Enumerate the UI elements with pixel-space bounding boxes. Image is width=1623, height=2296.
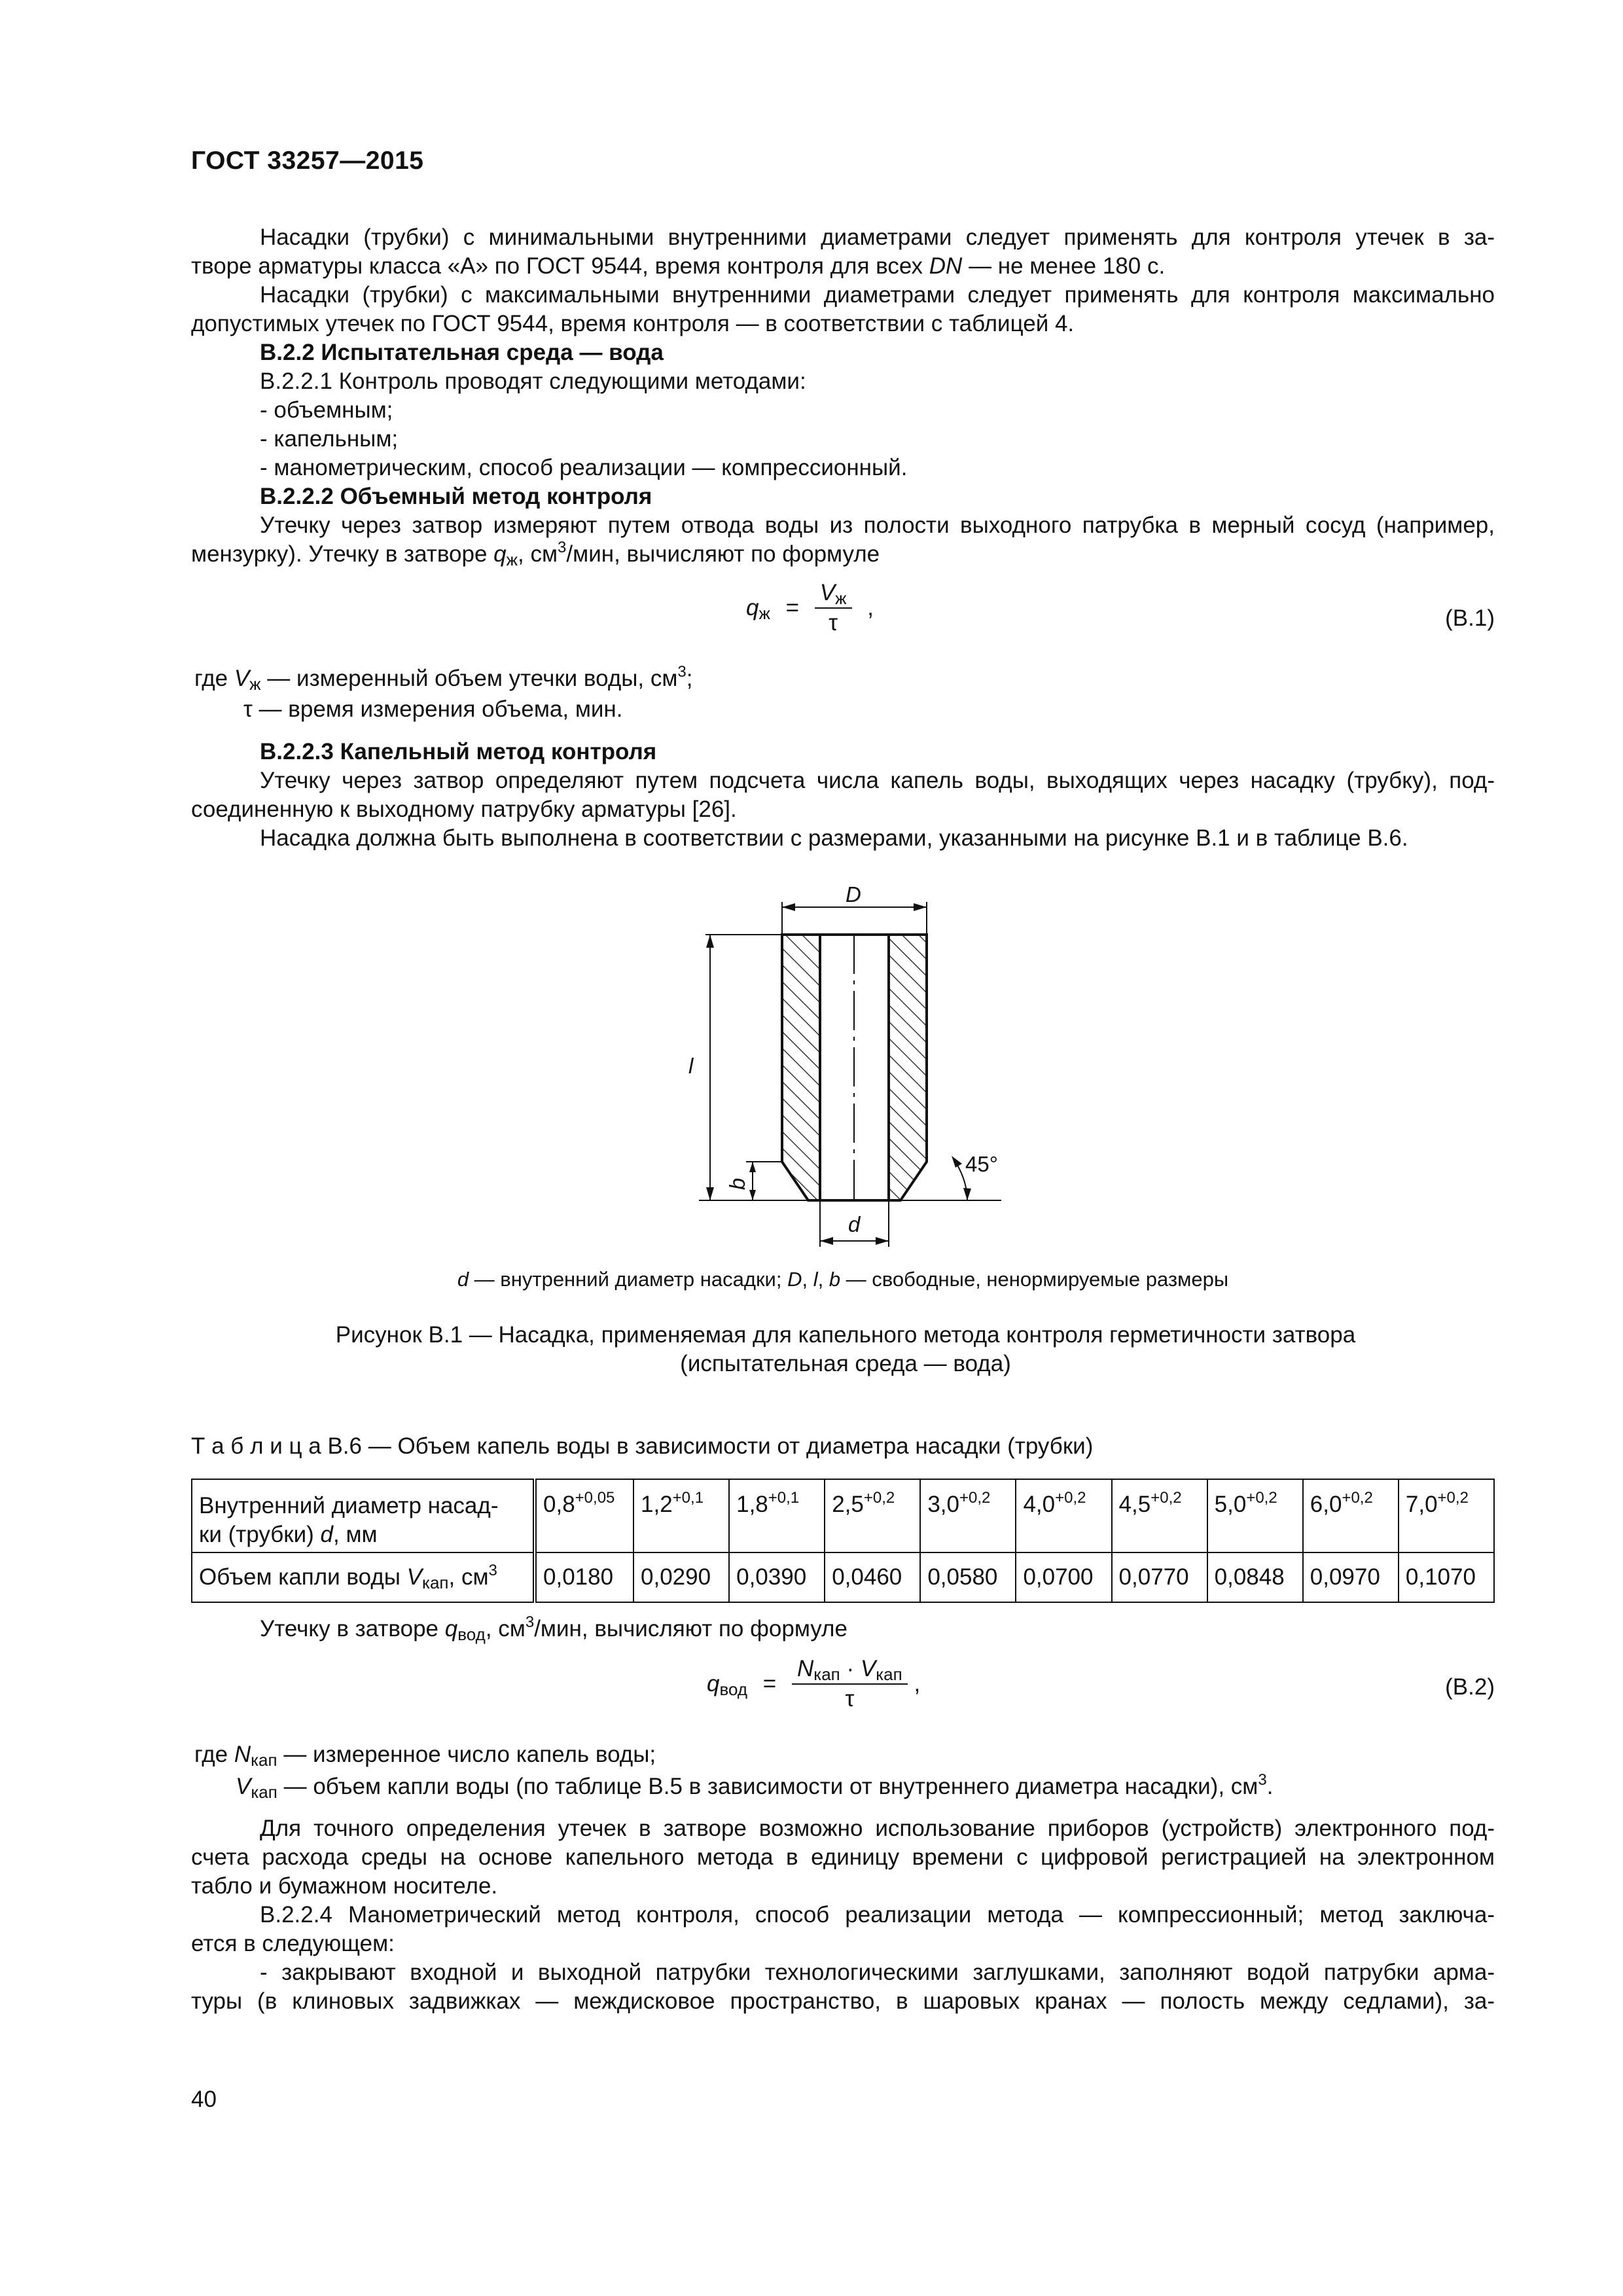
dash: — — [277, 1774, 313, 1799]
subscript: кап — [422, 1573, 449, 1592]
para2-line2: допустимых утечек по ГОСТ 9544, время контроля — в соответствии с таблицей 4. — [191, 311, 1075, 336]
right-wall-section — [889, 935, 927, 1200]
superscript: 3 — [677, 663, 687, 681]
numerator — [792, 1655, 908, 1685]
text: 5,0 — [1214, 1492, 1247, 1517]
where2-row1 — [194, 1740, 656, 1769]
dim-d-arrow-left — [820, 1237, 833, 1245]
dim-l-arrow-top — [706, 935, 714, 948]
table-cell — [1207, 1479, 1303, 1552]
text: /мин, вычисляют по формуле — [534, 1616, 847, 1641]
drip-line3: Насадка должна быть выполнена в соответствии с размерами, указанными на рисунке В.1 и в таблице В.6. — [260, 825, 1408, 851]
row-header-volume — [192, 1552, 535, 1602]
subscript: кап — [251, 1750, 277, 1770]
d-symbol: d — [457, 1268, 469, 1291]
b-symbol: b — [829, 1268, 841, 1291]
text: Т а б л и ц а — [191, 1433, 321, 1459]
dash: — — [277, 1742, 313, 1767]
where2-row2 — [236, 1772, 1273, 1801]
equation-number-b2: (В.2) — [1445, 1674, 1495, 1700]
nozzle-drawing — [654, 870, 1021, 1270]
table-cell — [729, 1479, 825, 1552]
q-symbol: q — [707, 1671, 720, 1696]
text: где — [194, 1742, 234, 1767]
list-item-drip: - капельным; — [260, 426, 399, 452]
section-b223-title: В.2.2.3 Капельный метод контроля — [260, 739, 657, 764]
table-cell — [535, 1479, 633, 1552]
tolerance: +0,1 — [672, 1489, 704, 1507]
para1-line1: Насадки (трубки) с минимальными внутренними диаметрами следует применять для контроля утечек в за- — [260, 224, 1495, 250]
equals-sign: = — [785, 595, 800, 620]
formula-lhs — [746, 595, 770, 623]
subscript: ж — [758, 603, 770, 623]
text: 6,0 — [1310, 1492, 1342, 1517]
subscript: кап — [251, 1782, 277, 1802]
tolerance: +0,2 — [863, 1489, 895, 1507]
text: творе арматуры класса «А» по ГОСТ 9544, время контроля для всех — [191, 253, 929, 279]
table-cell: 0,1070 — [1399, 1552, 1494, 1602]
superscript: 3 — [558, 539, 567, 556]
subscript: вод — [719, 1679, 748, 1699]
text: /мин, вычисляют по формуле — [566, 541, 880, 567]
drip-line2: соединенную к выходному патрубку арматуры [26]. — [191, 797, 737, 822]
text: 2,5 — [832, 1492, 864, 1517]
dn-symbol: DN — [929, 253, 963, 279]
text: объем капли воды (по таблице В.5 в зависимости от внутреннего диаметра насадки), см — [313, 1774, 1258, 1799]
dash: — — [252, 696, 289, 722]
v-symbol: V — [236, 1774, 251, 1799]
table-cell: 0,0848 — [1207, 1552, 1303, 1602]
row-header-diameter — [192, 1479, 535, 1552]
angle-arrow-top — [952, 1156, 962, 1168]
label-l: l — [688, 1054, 694, 1078]
table-cell — [1112, 1479, 1207, 1552]
comma: , — [914, 1671, 921, 1696]
table-cell — [633, 1479, 729, 1552]
list-item-volumetric: - объемным; — [260, 397, 393, 423]
label-angle: 45° — [965, 1152, 998, 1176]
superscript: 3 — [1258, 1771, 1267, 1789]
text: В.6 — Объем капель воды в зависимости от диаметра насадки (трубки) — [321, 1433, 1094, 1459]
label-b: b — [725, 1177, 750, 1191]
dim-D-arrow-left — [782, 903, 795, 911]
q-symbol: q — [493, 541, 507, 567]
q-symbol: q — [444, 1616, 458, 1641]
text: — не менее 180 с. — [962, 253, 1166, 279]
numerator — [815, 579, 852, 609]
dim-D-arrow-right — [914, 903, 927, 911]
para2-line1: Насадки (трубки) с максимальными внутренними диаметрами следует применять для контроля максимально — [260, 282, 1495, 308]
table-cell — [825, 1479, 920, 1552]
denominator: τ — [845, 1686, 855, 1712]
text: измеренное число капель воды; — [313, 1742, 656, 1767]
comma: , — [867, 595, 874, 620]
text: — внутренний диаметр насадки; — [469, 1268, 788, 1291]
v-symbol: V — [234, 666, 250, 691]
superscript: 3 — [525, 1613, 535, 1631]
formula-b1 — [746, 579, 874, 637]
fraction — [815, 579, 852, 637]
table-cell: 0,0970 — [1303, 1552, 1399, 1602]
tail-p3-line2: туры (в клиновых задвижках — междисковое пространство, в шаровых кранах — полость между седлами), за- — [191, 1988, 1495, 2014]
section-b222-title: В.2.2.2 Объемный метод контроля — [260, 484, 652, 509]
n-symbol: N — [796, 1656, 814, 1681]
tolerance: +0,2 — [1150, 1489, 1182, 1507]
text: 7,0 — [1405, 1492, 1438, 1517]
tolerance: +0,2 — [1342, 1489, 1373, 1507]
label-D: D — [846, 882, 861, 906]
table-cell: 0,0390 — [729, 1552, 825, 1602]
table-cell: 0,0770 — [1112, 1552, 1207, 1602]
b221-text: В.2.2.1 Контроль проводят следующими методами: — [260, 368, 806, 394]
tolerance: +0,2 — [1246, 1489, 1277, 1507]
drop-volume-table — [191, 1479, 1495, 1603]
superscript: 3 — [488, 1562, 497, 1579]
text: где — [194, 666, 234, 691]
subscript: вод — [457, 1624, 486, 1644]
table-cell: 0,0290 — [633, 1552, 729, 1602]
tolerance: +0,05 — [575, 1489, 615, 1507]
table-title — [191, 1432, 1093, 1461]
tail-p1-line1: Для точного определения утечек в затворе возможно использование приборов (устройств) электронного под- — [260, 1816, 1495, 1841]
text: мензурку). Утечку в затворе — [191, 541, 494, 567]
equals-sign: = — [762, 1671, 777, 1696]
document-header: ГОСТ 33257—2015 — [191, 147, 424, 175]
table-cell — [1303, 1479, 1399, 1552]
tail-p1-line2: счета расхода среды на основе капельного метода в единицу времени с цифровой регистрацией на электронном — [191, 1844, 1495, 1870]
tau-symbol: τ — [243, 696, 253, 722]
text: 1,2 — [641, 1492, 673, 1517]
text: , см — [448, 1564, 489, 1590]
d-symbol: d — [320, 1522, 333, 1547]
where1-row2 — [243, 695, 623, 724]
section-b22-title: В.2.2 Испытательная среда — вода — [260, 340, 664, 365]
label-d: d — [848, 1212, 861, 1236]
after-table-line — [260, 1615, 1495, 1643]
text: 4,5 — [1118, 1492, 1151, 1517]
text: — свободные, ненормируемые размеры — [840, 1268, 1229, 1291]
text: 0,8 — [543, 1492, 575, 1517]
subscript: кап — [876, 1664, 902, 1684]
subscript: ж — [249, 674, 261, 694]
dash: — — [260, 666, 297, 691]
subscript: ж — [835, 588, 847, 608]
tolerance: +0,2 — [1055, 1489, 1086, 1507]
text: 4,0 — [1023, 1492, 1056, 1517]
text: , — [817, 1268, 829, 1291]
v-symbol: V — [406, 1564, 422, 1590]
figure-legend — [191, 1268, 1495, 1291]
text: , мм — [333, 1522, 378, 1547]
fraction — [792, 1655, 908, 1713]
figure-caption-line1: Рисунок В.1 — Насадка, применяемая для капельного метода контроля герметичности затвора — [335, 1322, 1356, 1348]
text: , см — [518, 541, 558, 567]
subscript: кап — [813, 1664, 840, 1684]
text: 1,8 — [736, 1492, 768, 1517]
angle-arrow — [963, 1188, 971, 1200]
table-row — [192, 1479, 1494, 1552]
text: , — [802, 1268, 813, 1291]
formula-lhs — [707, 1671, 748, 1699]
n-symbol: N — [234, 1742, 251, 1767]
text: . — [1266, 1774, 1274, 1799]
q-symbol: q — [746, 595, 759, 620]
para3-line1: Утечку через затвор измеряют путем отвода воды из полости выходного патрубка в мерный сосуд (например, — [260, 512, 1495, 538]
table-cell: 0,0700 — [1016, 1552, 1111, 1602]
text: ки (трубки) — [199, 1522, 321, 1547]
left-wall-section — [782, 935, 820, 1200]
text: Утечку в затворе — [260, 1616, 445, 1641]
tail-p3-line1: - закрывают входной и выходной патрубки технологическими заглушками, заполняют водой патрубки арма- — [260, 1960, 1495, 1985]
table-cell — [920, 1479, 1016, 1552]
text: время измерения объема, мин. — [288, 696, 623, 722]
D-symbol: D — [787, 1268, 802, 1291]
table-cell — [1016, 1479, 1111, 1552]
tolerance: +0,2 — [1437, 1489, 1469, 1507]
subscript: ж — [506, 550, 518, 569]
equation-number-b1: (В.1) — [1445, 605, 1495, 631]
figure-caption-line2: (испытательная среда — вода) — [680, 1351, 1011, 1376]
dim-b-arrow-top — [749, 1162, 756, 1172]
formula-b2 — [707, 1655, 920, 1713]
text: ; — [686, 666, 693, 691]
where1-row1 — [194, 664, 693, 693]
text: Внутренний диаметр насад- — [199, 1493, 499, 1518]
table-cell: 0,0460 — [825, 1552, 920, 1602]
table-cell: 0,0580 — [920, 1552, 1016, 1602]
tolerance: +0,2 — [959, 1489, 991, 1507]
denominator: τ — [829, 610, 838, 636]
text: измеренный объем утечки воды, см — [296, 666, 678, 691]
page-number: 40 — [191, 2087, 217, 2112]
v-symbol: V — [860, 1656, 876, 1681]
table-cell — [1399, 1479, 1494, 1552]
text: , см — [485, 1616, 526, 1641]
dot: · — [840, 1656, 861, 1681]
para3-line2 — [191, 540, 1495, 569]
tail-p1-line3: табло и бумажном носителе. — [191, 1873, 498, 1899]
v-symbol: V — [819, 580, 836, 605]
table-row — [192, 1552, 1494, 1602]
text: Объем капли воды — [199, 1564, 407, 1590]
tail-p2-line1: В.2.2.4 Манометрический метод контроля, способ реализации метода — компрессионный; метод заключа- — [260, 1902, 1495, 1928]
dim-b-arrow-bottom — [749, 1190, 756, 1200]
dim-d-arrow-right — [876, 1237, 889, 1245]
drip-line1: Утечку через затвор определяют путем подсчета числа капель воды, выходящих через насадку (трубку), под- — [260, 768, 1495, 793]
dim-l-arrow-bottom — [706, 1187, 714, 1200]
table-cell: 0,0180 — [535, 1552, 633, 1602]
para1-line2 — [191, 252, 1495, 281]
tail-p2-line2: ется в следующем: — [191, 1931, 395, 1956]
list-item-manometric: - манометрическим, способ реализации — компрессионный. — [260, 455, 908, 480]
text: 3,0 — [927, 1492, 959, 1517]
tolerance: +0,1 — [768, 1489, 800, 1507]
l-symbol: l — [813, 1268, 818, 1291]
